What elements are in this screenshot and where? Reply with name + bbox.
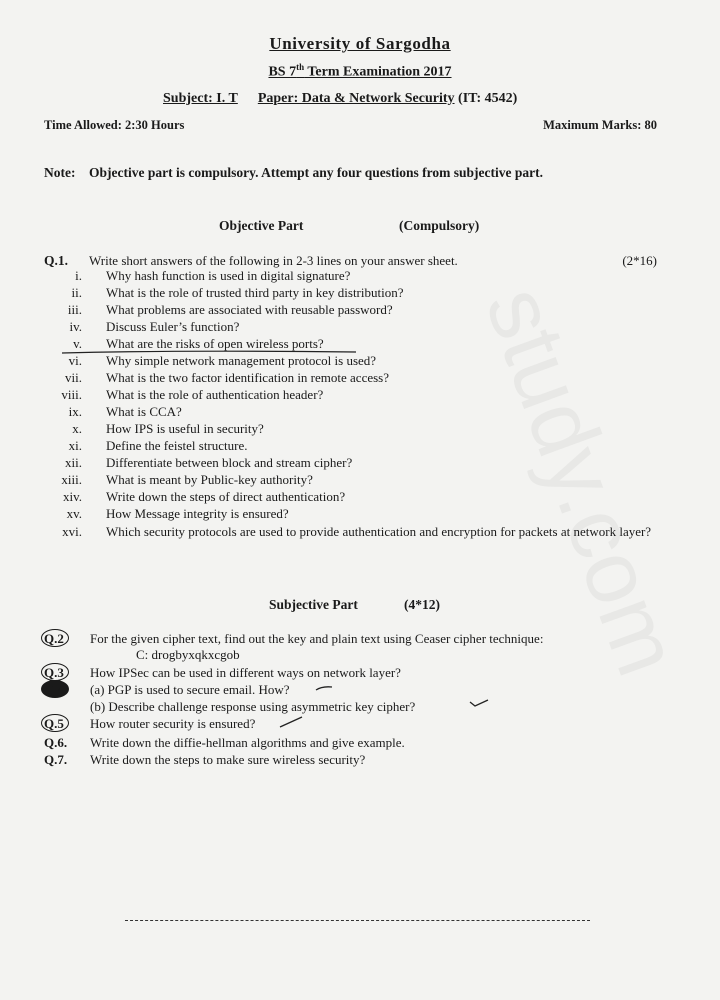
question-number: Q.4 <box>44 682 64 697</box>
item-number: xiii. <box>61 472 82 487</box>
item-text: Define the feistel structure. <box>106 438 248 453</box>
note-label: Note: <box>44 165 76 180</box>
question-text: (b) Describe challenge response using asymmetric key cipher? <box>90 699 416 714</box>
pen-tick-mark <box>468 698 490 710</box>
item-text: Which security protocols are used to provide authentication and encryption for packets at network layer? <box>106 524 652 539</box>
item-number: i. <box>75 268 82 283</box>
item-number: xv. <box>66 506 82 521</box>
question-number: Q.7. <box>44 752 68 767</box>
item-number: v. <box>73 336 82 351</box>
item-text: Why hash function is used in digital signature? <box>106 268 351 283</box>
exam-title <box>0 62 720 81</box>
item-number: iii. <box>67 302 82 317</box>
item-text: Write down the steps of direct authentication? <box>106 489 346 504</box>
item-number: xii. <box>65 455 82 470</box>
item-number: ix. <box>68 404 82 419</box>
item-text: What problems are associated with reusable password? <box>106 302 393 317</box>
item-text: Why simple network management protocol is used? <box>106 353 377 368</box>
paper-code: (IT: 4542) <box>454 91 518 106</box>
exam-sup: th <box>296 62 305 72</box>
item-number: x. <box>72 421 82 436</box>
pen-tick-mark <box>314 684 334 694</box>
item-number: vii. <box>65 370 82 385</box>
q1-marks: (2*16) <box>622 253 657 268</box>
item-text: What are the risks of open wireless ports? <box>106 336 324 351</box>
item-text: How IPS is useful in security? <box>106 421 264 436</box>
exam-suffix: Term Examination 2017 <box>304 64 452 80</box>
pen-underline <box>60 348 360 356</box>
question-number: Q.2 <box>44 631 64 646</box>
item-text: What is CCA? <box>106 404 182 419</box>
university-title: University of Sargodha <box>269 34 451 53</box>
item-number: iv. <box>69 319 82 334</box>
objective-compulsory: (Compulsory) <box>399 218 480 233</box>
paper-title: Paper: Data & Network Security <box>257 91 455 106</box>
item-text: How Message integrity is ensured? <box>106 506 289 521</box>
item-number: ii. <box>71 285 82 300</box>
question-text: How router security is ensured? <box>90 716 256 731</box>
question-text: Write down the steps to make sure wireless security? <box>90 752 366 767</box>
divider-line <box>125 920 590 921</box>
time-allowed: Time Allowed: 2:30 Hours <box>44 118 185 132</box>
subject: Subject: I. T <box>163 91 238 106</box>
item-text: What is meant by Public-key authority? <box>106 472 313 487</box>
question-text: Write down the diffie-hellman algorithms and give example. <box>90 735 405 750</box>
subjective-heading: Subjective Part <box>269 597 358 612</box>
question-number: Q.5 <box>44 716 64 731</box>
note <box>44 165 543 181</box>
item-text: What is the role of trusted third party in key distribution? <box>106 285 404 300</box>
q1-instruction: Write short answers of the following in 2-3 lines on your answer sheet. <box>89 253 458 268</box>
question-text: (a) PGP is used to secure email. How? <box>90 682 290 697</box>
objective-heading: Objective Part <box>219 218 304 233</box>
item-text: What is the two factor identification in remote access? <box>106 370 389 385</box>
subjective-marks: (4*12) <box>404 597 440 612</box>
exam-prefix: BS 7 <box>268 64 297 80</box>
question-number: Q.3 <box>44 665 64 680</box>
question-number: Q.6. <box>44 735 68 750</box>
item-text: Discuss Euler’s function? <box>106 319 240 334</box>
note-text: Objective part is compulsory. Attempt any four questions from subjective part. <box>89 165 543 180</box>
q1-number: Q.1. <box>44 253 69 268</box>
item-number: xiv. <box>62 489 82 504</box>
question-text: How IPSec can be used in different ways on network layer? <box>90 665 401 680</box>
item-number: vi. <box>68 353 82 368</box>
item-number: xvi. <box>62 524 82 539</box>
maximum-marks: Maximum Marks: 80 <box>543 118 657 132</box>
item-text: Differentiate between block and stream cipher? <box>106 455 353 470</box>
item-number: xi. <box>68 438 82 453</box>
pen-tick-mark <box>278 715 304 729</box>
question-text: For the given cipher text, find out the key and plain text using Ceaser cipher technique: <box>90 631 544 646</box>
item-number: viii. <box>61 387 82 402</box>
question-text: C: drogbyxqkxcgob <box>136 647 240 662</box>
subject-line <box>163 91 517 107</box>
item-text: What is the role of authentication header? <box>106 387 324 402</box>
